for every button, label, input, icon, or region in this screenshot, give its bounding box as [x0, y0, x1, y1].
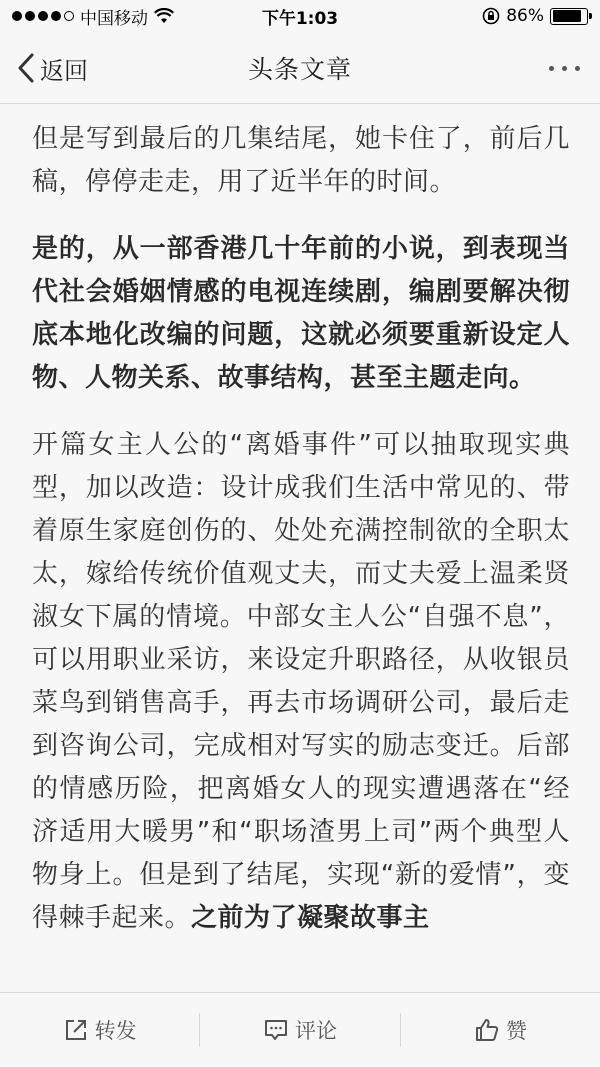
status-right — [482, 6, 588, 26]
status-bar — [0, 0, 600, 32]
share-button[interactable] — [0, 1010, 199, 1050]
wifi-icon — [154, 8, 174, 24]
comment-icon — [263, 1017, 289, 1043]
more-dot-icon — [549, 66, 554, 71]
rotation-lock-icon — [482, 7, 500, 25]
article-paragraph-3-text: 开篇女主人公的“离婚事件”可以抽取现实典型，加以改造：设计成我们生活中常见的、带着原生家庭创伤的、处处充满控制欲的全职太太，嫁给传统价值观丈夫，而丈夫爱上温柔贤淑女下属的情境。中部女主人公“自强不息”，可以用职业采访，来设定升职路径，从收银员菜鸟到销售高手，再去市场调研公司，最后走到咨询公司，完成相对写实的励志变迁。后部的情感历险，把离婚女人的现实遭遇落在“经济适用大暖男”和“职场渣男上司”两个典型人物身上。但是到了结尾，实现“新的爱情”，变得棘手起来。 — [32, 430, 570, 933]
carrier-name: 中国移动 — [80, 8, 148, 29]
comment-button[interactable] — [200, 1010, 399, 1050]
article-paragraph-3-bold: 之前为了凝聚故事主 — [191, 903, 430, 933]
back-label: 返回 — [40, 56, 88, 85]
more-dot-icon — [575, 66, 580, 71]
thumbs-up-icon — [474, 1017, 500, 1043]
article-paragraph-2: 是的，从一部香港几十年前的小说，到表现当代社会婚姻情感的电视连续剧，编剧要解决彻底本地化改编的问题，这就必须要重新设定人物、人物关系、故事结构，甚至主题走向。 — [32, 234, 570, 393]
more-options-button[interactable] — [549, 32, 580, 104]
like-button[interactable] — [401, 1010, 600, 1050]
battery-icon — [550, 8, 588, 25]
chevron-left-icon — [16, 52, 36, 84]
article-paragraph-1: 但是写到最后的几集结尾，她卡住了，前后几稿，停停走走，用了近半年的时间。 — [32, 124, 570, 197]
signal-strength-icon — [12, 11, 74, 21]
bottom-action-bar — [0, 992, 600, 1067]
like-label: 赞 — [505, 1019, 527, 1043]
page-title: 头条文章 — [247, 54, 352, 84]
nav-bar — [0, 32, 600, 104]
comment-label: 评论 — [294, 1019, 337, 1043]
back-button[interactable] — [16, 32, 88, 104]
article-paragraph-3 — [32, 424, 570, 940]
battery-percent: 86% — [506, 6, 544, 26]
status-left — [12, 4, 174, 29]
share-icon — [63, 1017, 89, 1043]
battery-fill — [553, 10, 581, 22]
more-dot-icon — [562, 66, 567, 71]
status-time: 下午1:03 — [261, 8, 339, 29]
article-content[interactable] — [0, 104, 600, 992]
share-label: 转发 — [94, 1019, 137, 1043]
